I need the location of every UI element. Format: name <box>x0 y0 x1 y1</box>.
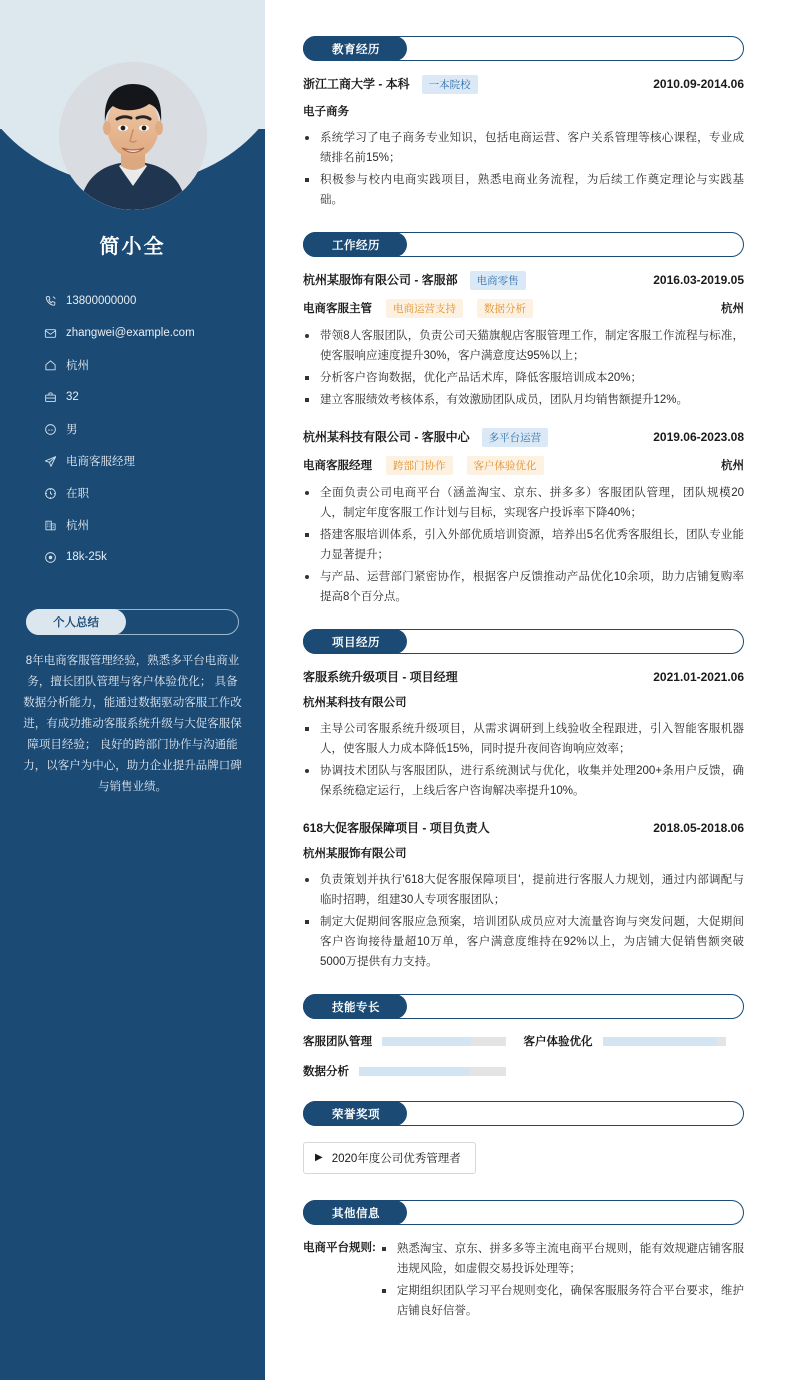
skill-name: 客服团队管理 <box>303 1036 372 1048</box>
briefcase-icon <box>44 391 66 404</box>
contact-item-gender <box>44 413 265 445</box>
section-education <box>303 36 744 210</box>
contact-value-work-city: 杭州 <box>66 520 89 532</box>
project-bullets <box>303 870 744 972</box>
project-date: 2018.05-2018.06 <box>653 821 744 835</box>
portrait-photo-icon <box>59 62 207 210</box>
summary-title-pill <box>26 609 126 635</box>
section-title-pill-other <box>303 1200 407 1225</box>
skill-item <box>524 1033 745 1049</box>
contact-list <box>44 285 265 573</box>
home-icon <box>44 359 66 372</box>
main-content <box>265 0 794 1380</box>
list-item: 搭建客服培训体系，引入外部优质培训资源，培养出5名优秀客服组长，团队专业能力显著提升； <box>303 525 744 565</box>
work-bullets <box>303 326 744 410</box>
list-item: 负责策划并执行'618大促客服保障项目'，提前进行客服人力规划，通过内部调配与临时招聘，组建30人专项客服团队； <box>303 870 744 910</box>
work-company: 杭州某科技有限公司 - 客服中心 <box>303 430 470 444</box>
summary-text: 8年电商客服管理经验，熟悉多平台电商业务，擅长团队管理与客户体验优化； 具备数据分析能力，能通过数据驱动客服工作改进，有成功推动客服系统升级与大促客服保障项目经验； 良好的跨部门协作与沟通能力，以客户为中心，助力企业提升品牌口碑与销售业绩。 <box>23 655 242 793</box>
section-title-pill-work <box>303 232 407 257</box>
work-entry-subheader <box>303 299 744 318</box>
project-entry-header <box>303 819 744 836</box>
contact-value-salary: 18k-25k <box>66 551 107 563</box>
honor-item[interactable] <box>303 1142 476 1174</box>
section-project <box>303 629 744 972</box>
section-title-project: 项目经历 <box>332 636 380 649</box>
phone-icon <box>44 295 66 308</box>
education-entry <box>303 75 744 210</box>
contact-item-age <box>44 381 265 413</box>
section-title-pill-honors <box>303 1101 407 1126</box>
section-honors <box>303 1101 744 1178</box>
work-date: 2019.06-2023.08 <box>653 430 744 444</box>
other-info-body <box>376 1239 744 1323</box>
summary-header-outline <box>26 609 239 635</box>
skill-bar-fill <box>382 1037 471 1046</box>
skill-name: 客户体验优化 <box>523 1036 593 1048</box>
other-info-label: 电商平台规则: <box>303 1242 376 1254</box>
work-industry-tag: 多平台运营 <box>482 428 549 447</box>
project-company: 杭州某服饰有限公司 <box>303 848 407 860</box>
contact-item-salary <box>44 541 265 573</box>
section-work <box>303 232 744 607</box>
education-entry-header <box>303 75 744 94</box>
education-major: 电子商务 <box>303 106 349 118</box>
honor-label: 2020年度公司优秀管理者 <box>331 1153 461 1165</box>
other-info-row <box>303 1239 744 1323</box>
section-header-education <box>303 36 744 61</box>
section-title-other: 其他信息 <box>332 1207 380 1220</box>
work-skill-tag: 数据分析 <box>477 299 533 318</box>
contact-item-city <box>44 349 265 381</box>
education-bullets <box>303 128 744 210</box>
contact-value-gender: 男 <box>66 424 78 436</box>
project-entry <box>303 819 744 972</box>
education-tag: 一本院校 <box>422 75 478 94</box>
project-bullets <box>303 719 744 801</box>
work-bullets <box>303 483 744 607</box>
section-title-pill-skills <box>303 994 407 1019</box>
education-date: 2010.09-2014.06 <box>653 77 744 91</box>
skill-bar <box>359 1067 506 1076</box>
contact-item-status <box>44 477 265 509</box>
skill-item <box>303 1033 524 1049</box>
work-position: 电商客服主管 <box>303 303 372 315</box>
work-position: 电商客服经理 <box>303 460 372 472</box>
education-school: 浙江工商大学 - 本科 <box>303 77 410 91</box>
summary-title: 个人总结 <box>53 617 99 629</box>
section-title-education: 教育经历 <box>332 43 380 56</box>
skill-bar-fill <box>359 1067 470 1076</box>
section-title-honors: 荣誉奖项 <box>332 1108 380 1121</box>
project-entry <box>303 668 744 801</box>
contact-value-age: 32 <box>66 391 79 403</box>
contact-value-email: zhangwei@example.com <box>66 327 195 339</box>
work-entry-header <box>303 271 744 290</box>
list-item: 建立客服绩效考核体系，有效激励团队成员，团队月均销售额提升12%。 <box>303 390 744 410</box>
avatar-disc <box>59 62 207 210</box>
person-name: 简小全 <box>99 236 166 258</box>
project-title: 客服系统升级项目 - 项目经理 <box>303 670 458 684</box>
email-icon <box>44 327 66 340</box>
section-header-project <box>303 629 744 654</box>
project-company: 杭州某科技有限公司 <box>303 697 407 709</box>
skill-item <box>303 1063 524 1079</box>
contact-item-email <box>44 317 265 349</box>
section-skills <box>303 994 744 1079</box>
section-header-honors <box>303 1101 744 1126</box>
work-location: 杭州 <box>721 303 744 315</box>
work-date: 2016.03-2019.05 <box>653 273 744 287</box>
project-date: 2021.01-2021.06 <box>653 670 744 684</box>
section-title-pill-project <box>303 629 407 654</box>
work-entry <box>303 428 744 607</box>
work-company: 杭州某服饰有限公司 - 客服部 <box>303 273 458 287</box>
work-entry-subheader <box>303 456 744 475</box>
list-item: 全面负责公司电商平台（涵盖淘宝、京东、拼多多）客服团队管理，团队规模20人，制定年度客服工作计划与目标，实现客户投诉率下降40%； <box>303 483 744 523</box>
gender-icon <box>44 423 66 436</box>
skill-bar-fill <box>603 1037 718 1046</box>
contact-item-position <box>44 445 265 477</box>
project-entry-header <box>303 668 744 685</box>
list-item: 分析客户咨询数据，优化产品话术库，降低客服培训成本20%； <box>303 368 744 388</box>
list-item: 带领8人客服团队，负责公司天猫旗舰店客服管理工作，制定客服工作流程与标准，使客服响应速度提升30%，客户满意度达95%以上； <box>303 326 744 366</box>
avatar <box>59 62 207 210</box>
skill-name: 数据分析 <box>303 1066 349 1078</box>
list-item: 定期组织团队学习平台规则变化，确保客服服务符合平台要求，维护店铺良好信誉。 <box>380 1281 744 1321</box>
building-icon <box>44 519 66 532</box>
sidebar <box>0 0 265 1380</box>
work-skill-tag: 客户体验优化 <box>467 456 544 475</box>
contact-value-position: 电商客服经理 <box>66 456 135 468</box>
skill-bar <box>603 1037 727 1046</box>
work-industry-tag: 电商零售 <box>470 271 526 290</box>
skills-grid <box>303 1033 744 1079</box>
section-title-pill-education <box>303 36 407 61</box>
paper-plane-icon <box>44 455 66 468</box>
work-location: 杭州 <box>721 460 744 472</box>
skill-bar <box>382 1037 506 1046</box>
list-item: 制定大促期间客服应急预案，培训团队成员应对大流量咨询与突发问题，大促期间客户咨询接待量超10万单，客户满意度维持在92%以上，为店铺大促销售额突破5000万提供有力支持。 <box>303 912 744 972</box>
section-other <box>303 1200 744 1323</box>
contact-value-city: 杭州 <box>66 360 89 372</box>
project-title: 618大促客服保障项目 - 项目负责人 <box>303 821 490 835</box>
salary-icon <box>44 551 66 564</box>
summary-header <box>26 609 239 635</box>
section-title-skills: 技能专长 <box>332 1001 380 1014</box>
work-entry-header <box>303 428 744 447</box>
section-title-work: 工作经历 <box>332 239 380 252</box>
other-bullets <box>380 1239 744 1321</box>
contact-value-phone: 13800000000 <box>66 295 137 307</box>
contact-item-work-city <box>44 509 265 541</box>
list-item: 熟悉淘宝、京东、拼多多等主流电商平台规则，能有效规避店铺客服违规风险，如虚假交易投诉处理等； <box>380 1239 744 1279</box>
status-icon <box>44 487 66 500</box>
list-item: 主导公司客服系统升级项目，从需求调研到上线验收全程跟进，引入智能客服机器人，使客服人力成本降低15%，同时提升夜间咨询响应效率； <box>303 719 744 759</box>
contact-item-phone <box>44 285 265 317</box>
work-skill-tag: 跨部门协作 <box>386 456 453 475</box>
triangle-right-icon: ▶ <box>315 1152 323 1163</box>
list-item: 系统学习了电子商务专业知识，包括电商运营、客户关系管理等核心课程，专业成绩排名前15%； <box>303 128 744 168</box>
list-item: 协调技术团队与客服团队，进行系统测试与优化，收集并处理200+条用户反馈，确保系统稳定运行，上线后客户咨询解决率提升10%。 <box>303 761 744 801</box>
section-header-skills <box>303 994 744 1019</box>
contact-value-status: 在职 <box>66 488 89 500</box>
section-header-other <box>303 1200 744 1225</box>
list-item: 积极参与校内电商实践项目，熟悉电商业务流程，为后续工作奠定理论与实践基础。 <box>303 170 744 210</box>
list-item: 与产品、运营部门紧密协作，根据客户反馈推动产品优化10余项，助力店铺复购率提高8个百分点。 <box>303 567 744 607</box>
work-entry <box>303 271 744 410</box>
section-header-work <box>303 232 744 257</box>
work-skill-tag: 电商运营支持 <box>386 299 463 318</box>
